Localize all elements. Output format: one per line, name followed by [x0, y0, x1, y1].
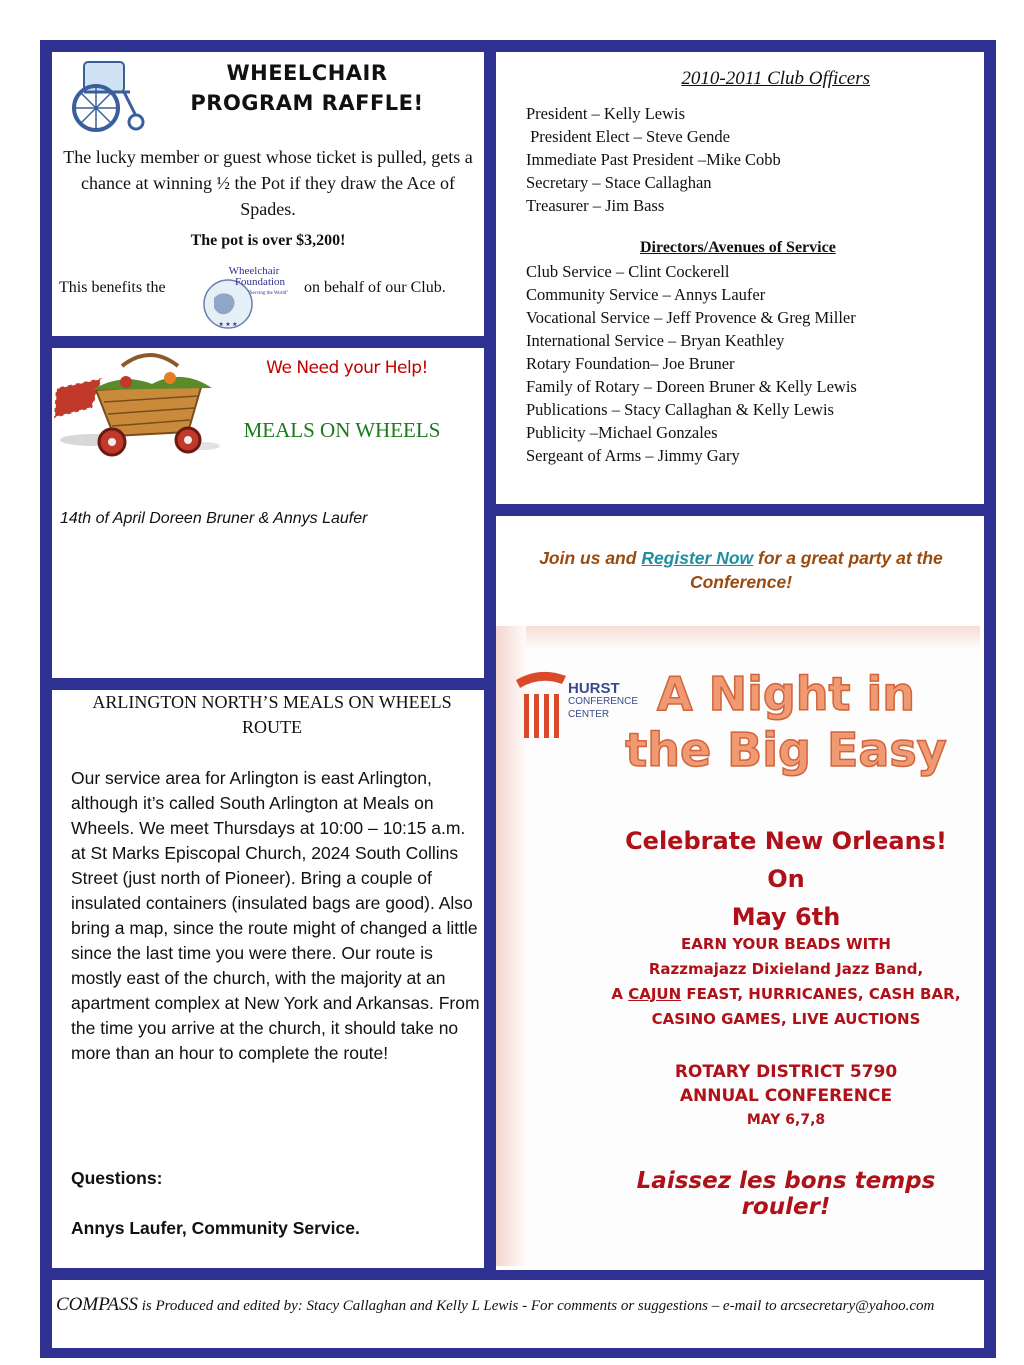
- officer-item: Immediate Past President –Mike Cobb: [526, 150, 781, 169]
- event-details: [606, 932, 966, 1032]
- officers-list: [526, 102, 781, 217]
- route-title: ARLINGTON NORTH’S MEALS ON WHEELS ROUTE: [92, 692, 452, 737]
- director-item: International Service – Bryan Keathley: [526, 331, 785, 350]
- svg-text:Foundation: Foundation: [234, 276, 286, 288]
- hurst-title: HURST: [568, 680, 620, 697]
- officer-item: Secretary – Stace Callaghan: [526, 173, 712, 192]
- invite-suffix: for a great party at the Conference!: [689, 548, 943, 592]
- benefit-prefix: This benefits the: [59, 279, 166, 296]
- celebrate-line2: May 6th: [731, 903, 841, 931]
- hurst-line3: CENTER: [568, 709, 610, 720]
- raffle-pot: The pot is over $3,200!: [190, 232, 346, 249]
- conference-panel: [496, 516, 984, 1270]
- rotary-line3: MAY 6,7,8: [746, 1112, 826, 1128]
- poster-headline: [606, 666, 966, 778]
- director-item: Family of Rotary – Doreen Bruner & Kelly Lewis: [526, 377, 857, 396]
- meals-on-wheels-heading: MEALS ON WHEELS: [243, 418, 441, 442]
- meals-help-panel: [52, 348, 484, 678]
- officer-item: President Elect – Steve Gende: [526, 127, 730, 146]
- footer-text: [56, 1294, 956, 1317]
- help-title: We Need your Help!: [266, 358, 428, 378]
- rotary-conference-text: [606, 1060, 966, 1132]
- raffle-title-line1: WHEELCHAIR: [226, 61, 388, 85]
- celebrate-text: [606, 822, 966, 936]
- invite-prefix: Join us and: [539, 548, 642, 568]
- questions-label: Questions:: [71, 1168, 163, 1188]
- celebrate-line1: Celebrate New Orleans! On: [625, 827, 947, 893]
- contact-line: Annys Laufer, Community Service.: [71, 1218, 360, 1238]
- compass-title: COMPASS: [56, 1294, 138, 1315]
- route-panel: [52, 690, 484, 1268]
- earn-line2: Razzmajazz Dixieland Jazz Band,: [648, 960, 924, 978]
- footer-credits: is Produced and edited by: Stacy Callaghan and Kelly L Lewis - For comments or suggestions – e-mail to arcsecretary@yahoo.com: [137, 1298, 935, 1314]
- poster-top-shade: [496, 626, 980, 650]
- director-item: Publications – Stacy Callaghan & Kelly Lewis: [526, 400, 834, 419]
- raffle-title: [172, 58, 442, 118]
- director-item: Community Service – Annys Laufer: [526, 285, 766, 304]
- director-item: Sergeant of Arms – Jimmy Gary: [526, 446, 740, 465]
- officers-panel: [496, 52, 984, 504]
- earn-line4: CASINO GAMES, LIVE AUCTIONS: [651, 1010, 921, 1028]
- hurst-logo-icon: [512, 666, 568, 742]
- wheelchair-icon: [66, 56, 148, 134]
- director-item: Publicity –Michael Gonzales: [526, 423, 718, 442]
- officers-title: 2010-2011 Club Officers: [681, 68, 870, 89]
- conference-invite: [506, 546, 976, 594]
- raffle-title-line2: PROGRAM RAFFLE!: [190, 91, 424, 115]
- raffle-description: The lucky member or guest whose ticket is pulled, gets a chance at winning ½ the Pot if they draw the Ace of Spades.: [63, 147, 473, 219]
- laissez-slogan: Laissez les bons temps rouler!: [636, 1168, 936, 1220]
- officer-item: Treasurer – Jim Bass: [526, 196, 665, 215]
- wheelchair-foundation-logo: [188, 260, 298, 330]
- officer-item: President – Kelly Lewis: [526, 104, 686, 123]
- svg-text:"Serving the World": "Serving the World": [247, 291, 289, 296]
- benefit-suffix: on behalf of our Club.: [304, 279, 446, 296]
- directors-title: Directors/Avenues of Service: [640, 239, 836, 256]
- hurst-line2: CONFERENCE: [568, 696, 639, 707]
- rotary-line1: ROTARY DISTRICT 5790: [674, 1062, 898, 1082]
- earn-line3: A CAJUN FEAST, HURRICANES, CASH BAR,: [611, 985, 961, 1003]
- director-item: Vocational Service – Jeff Provence & Greg Miller: [526, 308, 856, 327]
- director-item: Rotary Foundation– Joe Bruner: [526, 354, 735, 373]
- earn-line1: EARN YOUR BEADS WITH: [681, 935, 891, 953]
- register-now-link[interactable]: Register Now: [641, 548, 754, 568]
- raffle-panel: [52, 52, 484, 336]
- footer-panel: [52, 1280, 984, 1348]
- rotary-line2: ANNUAL CONFERENCE: [679, 1086, 893, 1106]
- directors-list: [526, 260, 857, 467]
- conference-poster: [496, 626, 980, 1266]
- svg-text:Wheelchair: Wheelchair: [228, 265, 280, 277]
- director-item: Club Service – Clint Cockerell: [526, 262, 730, 281]
- help-date-line: 14th of April Doreen Bruner & Annys Laufer: [60, 510, 368, 527]
- headline-line1: A Night in: [656, 667, 916, 721]
- picnic-basket-image: [52, 348, 222, 460]
- route-description: Our service area for Arlington is east Arlington, although it’s called South Arlington at Meals on Wheels. We meet Thursdays at 10:00 – 10:15 a.m. at St Marks Episcopal Church, 2024 South Collins Street (just north of Pioneer). Bring a couple of insulated containers (insulated bags are good). Also bring a map, since the route might of changed a little since the last time you were there. Our route is mostly east of the church, with the majority at an apartment complex at New York and Arkansas. From the time you arrive at the church, it should take no more than an hour to complete the route!: [71, 768, 480, 1063]
- headline-line2: the Big Easy: [625, 723, 947, 777]
- svg-text:★ ★ ★: ★ ★ ★: [218, 322, 238, 328]
